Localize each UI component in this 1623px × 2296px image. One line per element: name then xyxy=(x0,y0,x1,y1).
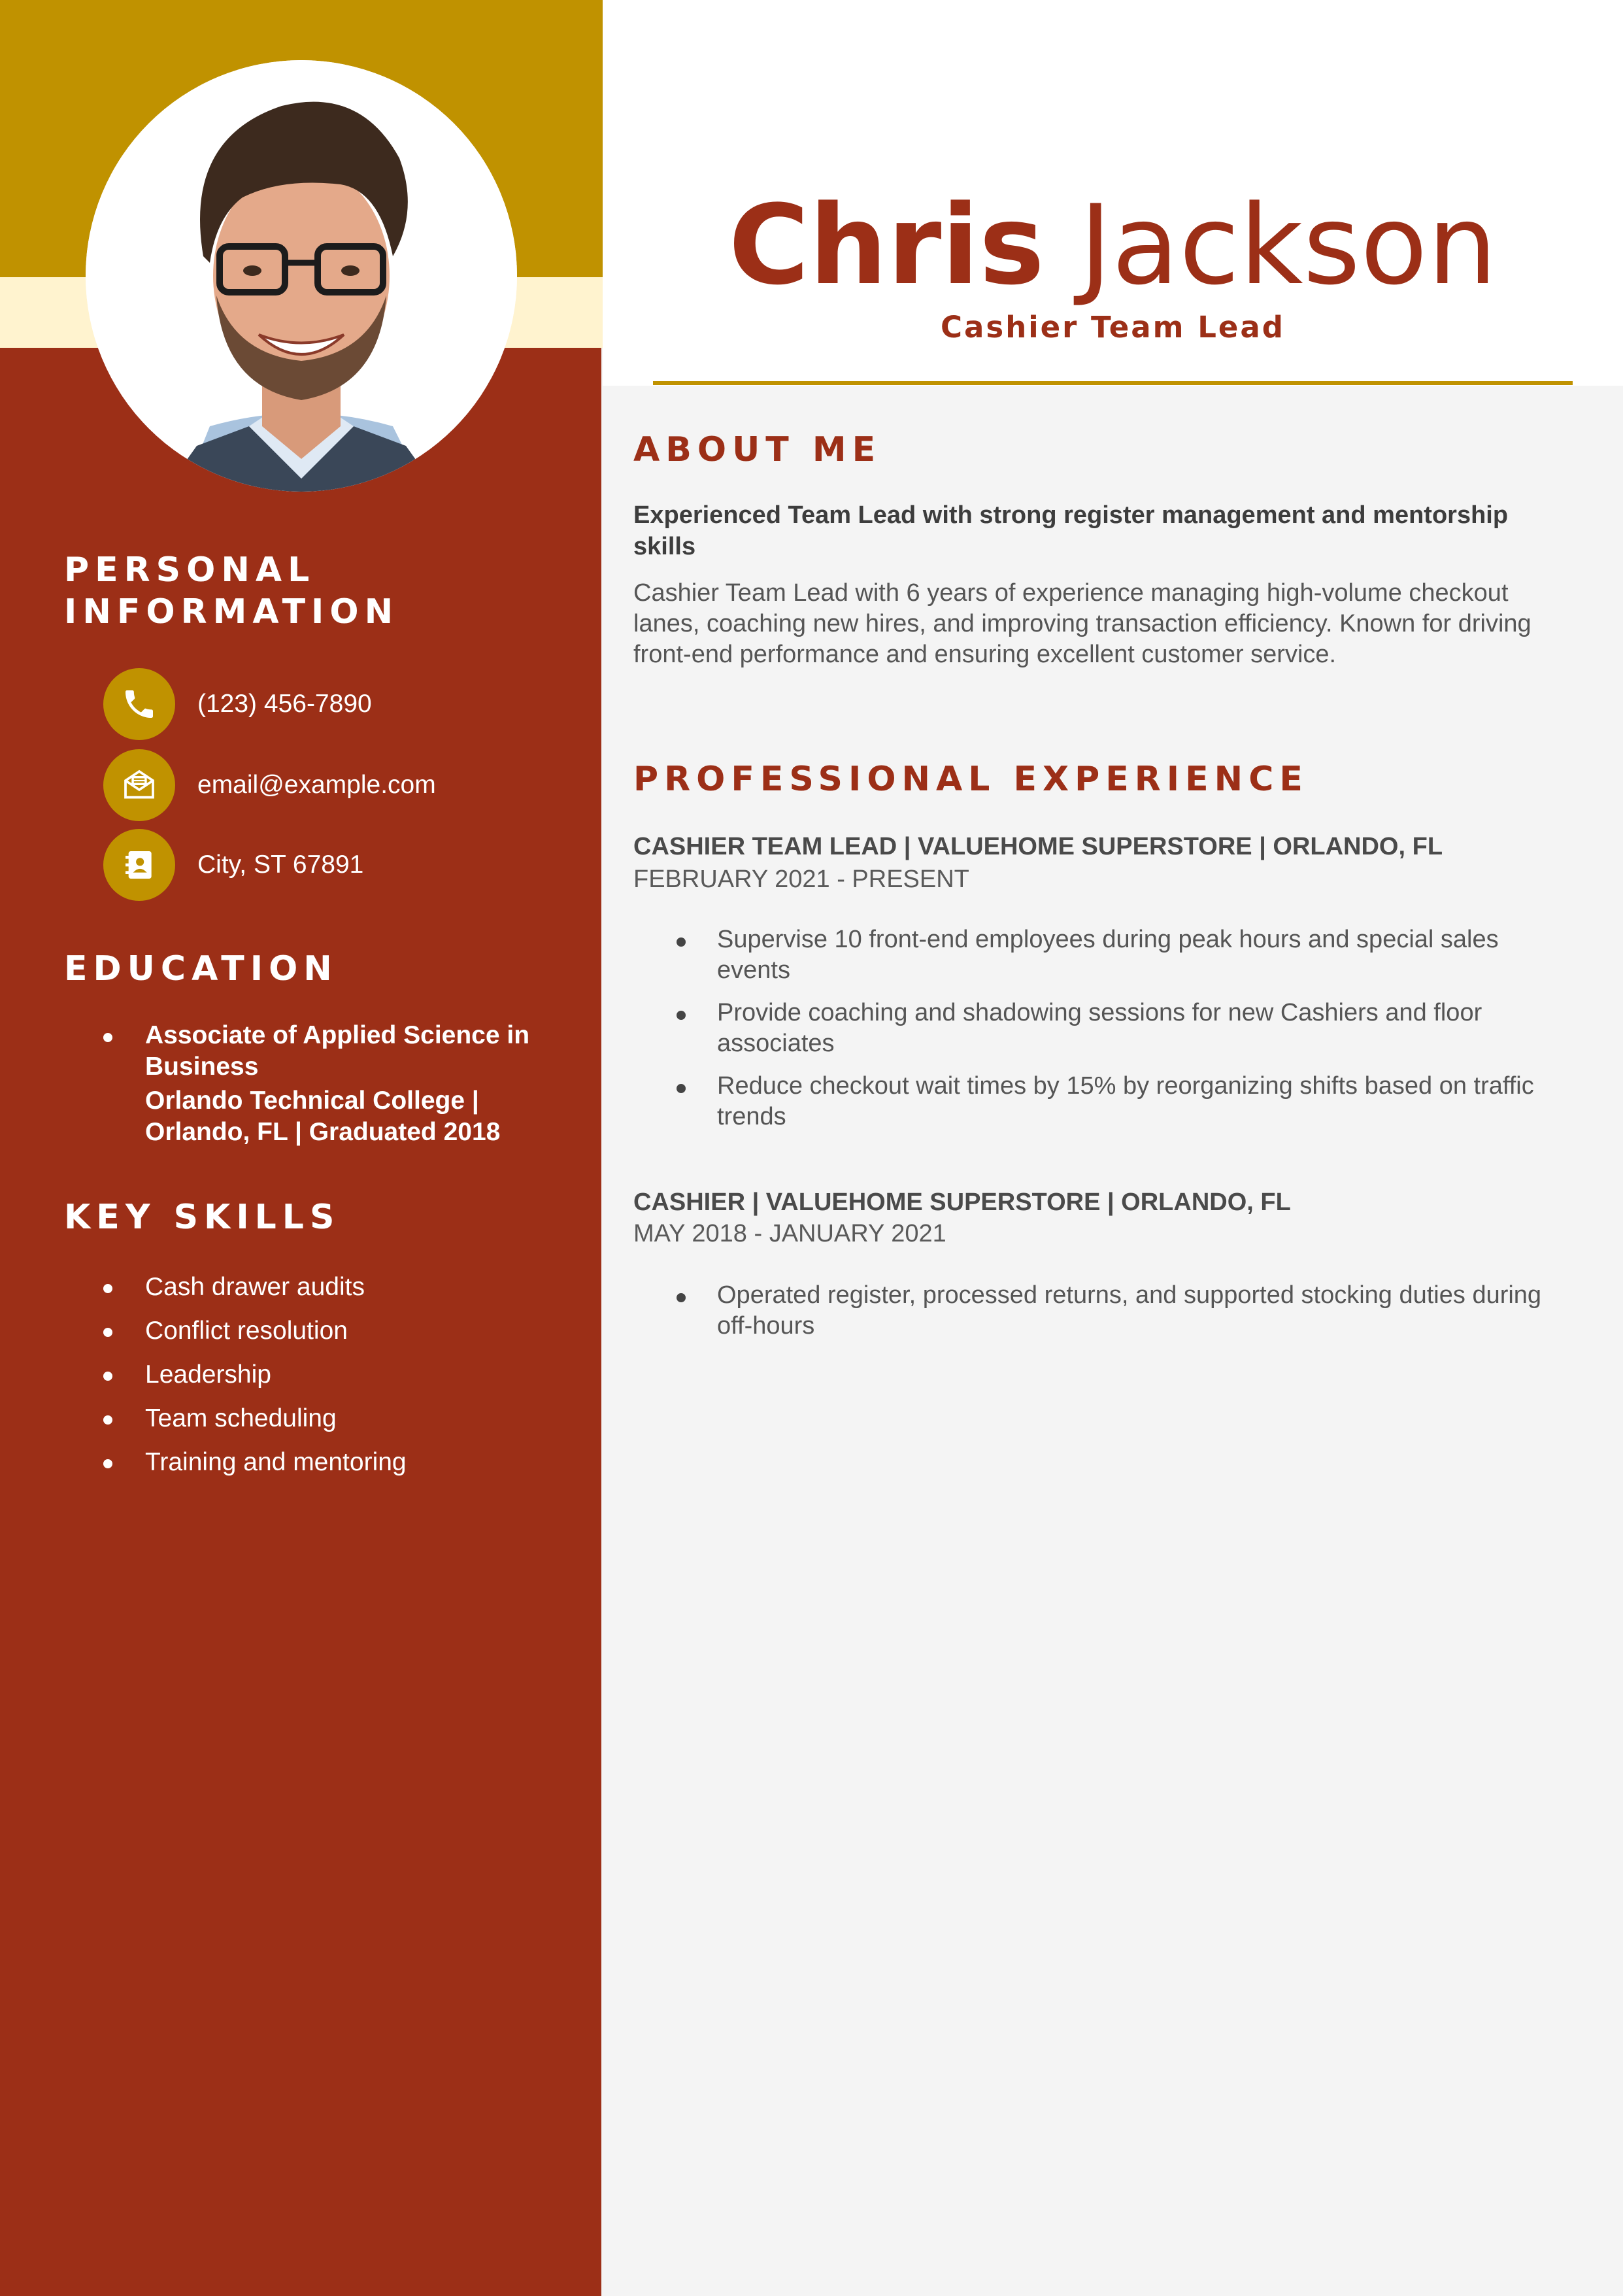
contact-address xyxy=(103,829,363,901)
education-item xyxy=(0,1020,601,1148)
skill-item: Leadership xyxy=(0,1359,601,1391)
job-title: CASHIER | VALUEHOME SUPERSTORE | ORLANDO, FL xyxy=(633,1189,1291,1216)
phone-text: (123) 456-7890 xyxy=(197,690,372,718)
skill-item: Cash drawer audits xyxy=(0,1271,601,1303)
about-text: Cashier Team Lead with 6 years of experience managing high-volume checkout lanes, coaching new hires, and improving transaction efficiency. Known for driving front-end performance and ensuring excellent customer service. xyxy=(633,579,1531,668)
job-bullet: Reduce checkout wait times by 15% by reorganizing shifts based on traffic trends xyxy=(633,1071,1575,1132)
skill-item: Team scheduling xyxy=(0,1402,601,1434)
experience-heading: PROFESSIONAL EXPERIENCE xyxy=(633,760,1309,799)
email-icon xyxy=(103,749,175,821)
personal-info-heading-line2: INFORMATION xyxy=(64,592,399,632)
skills-list xyxy=(0,1271,601,1490)
address-text: City, ST 67891 xyxy=(197,851,364,879)
last-name: Jackson xyxy=(1079,181,1498,309)
education-school: Orlando Technical College | Orlando, FL | Graduated 2018 xyxy=(145,1087,501,1146)
phone-icon xyxy=(103,668,175,740)
skills-heading: KEY SKILLS xyxy=(64,1198,341,1237)
job-bullet: Provide coaching and shadowing sessions for new Cashiers and floor associates xyxy=(633,998,1575,1059)
job-dates: MAY 2018 - JANUARY 2021 xyxy=(633,1220,946,1247)
skill-item: Training and mentoring xyxy=(0,1446,601,1478)
education-list xyxy=(0,1020,601,1148)
about-title: Experienced Team Lead with strong register management and mentorship skills xyxy=(633,501,1509,560)
personal-info-heading-line1: PERSONAL xyxy=(64,550,316,590)
job-bullets xyxy=(633,924,1575,1144)
education-degree: Associate of Applied Science in Business xyxy=(145,1021,530,1081)
personal-info-heading xyxy=(64,549,399,633)
contact-email xyxy=(103,749,436,821)
education-heading: EDUCATION xyxy=(64,949,338,988)
job-dates: FEBRUARY 2021 - PRESENT xyxy=(633,866,969,893)
skill-item: Conflict resolution xyxy=(0,1315,601,1347)
candidate-name xyxy=(603,183,1623,307)
job-bullets xyxy=(633,1280,1575,1353)
contact-phone xyxy=(103,668,372,740)
first-name: Chris xyxy=(728,181,1045,309)
header-divider xyxy=(653,381,1573,385)
job-bullet: Supervise 10 front-end employees during peak hours and special sales events xyxy=(633,924,1575,986)
profile-photo xyxy=(86,60,517,492)
job-title: CASHIER TEAM LEAD | VALUEHOME SUPERSTORE | ORLANDO, FL xyxy=(633,833,1443,860)
job-bullet: Operated register, processed returns, and supported stocking duties during off-hours xyxy=(633,1280,1575,1342)
email-text: email@example.com xyxy=(197,771,436,799)
address-icon xyxy=(103,829,175,901)
about-heading: ABOUT ME xyxy=(633,430,882,469)
job-role: Cashier Team Lead xyxy=(941,310,1285,345)
